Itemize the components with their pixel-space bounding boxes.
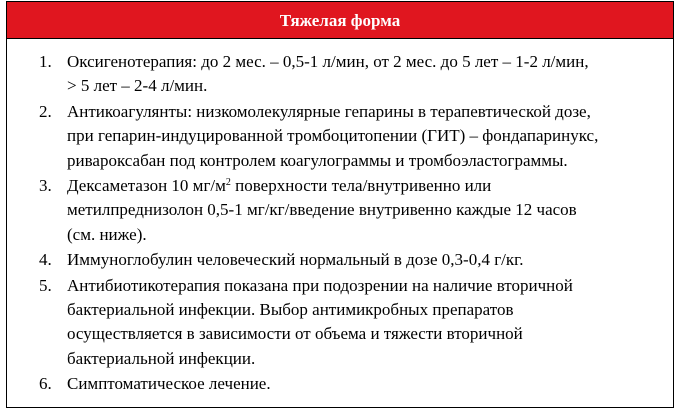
table-title: Тяжелая форма: [279, 10, 401, 30]
item-number: 4.: [39, 250, 52, 270]
item-text-line: бактериальной инфекции. Выбор антимикробных препаратов: [67, 300, 514, 320]
superscript-exponent: 2: [225, 177, 231, 189]
list-item: [7, 174, 673, 247]
item-text-line: при гепарин-индуцированной тромбоцитопении (ГИТ) – фондапаринукс,: [67, 126, 599, 146]
item-text-line: Антикоагулянты: низкомолекулярные гепарины в терапевтической дозе,: [67, 101, 591, 121]
item-text-line: ривароксабан под контролем коагулограммы и тромбоэластограммы.: [67, 150, 568, 170]
item-number: 6.: [39, 374, 52, 394]
item-text-line: Оксигенотерапия: до 2 мес. – 0,5-1 л/мин, от 2 мес. до 5 лет – 1-2 л/мин,: [67, 52, 589, 71]
item-text-line: (см. ниже).: [67, 224, 147, 244]
item-number: 5.: [39, 275, 52, 295]
item-text-line: Симптоматическое лечение.: [67, 374, 271, 394]
item-text-line: осуществляется в зависимости от объема и тяжести вторичной: [67, 324, 523, 344]
item-text-line: > 5 лет – 2-4 л/мин.: [67, 76, 208, 96]
list-item: [7, 248, 673, 272]
item-text-line: метилпреднизолон 0,5-1 мг/кг/введение внутривенно каждые 12 часов: [67, 200, 577, 220]
item-text-line: Иммуноглобулин человеческий нормальный в дозе 0,3-0,4 г/кг.: [67, 250, 524, 270]
item-text-line: бактериальной инфекции.: [67, 348, 256, 368]
table-header: [7, 2, 673, 39]
severe-form-table: [6, 1, 674, 408]
treatment-list: [7, 50, 673, 398]
list-item: [7, 100, 673, 173]
list-item: [7, 50, 673, 99]
list-item: [7, 274, 673, 372]
item-number: 1.: [39, 52, 52, 71]
item-number: 3.: [39, 176, 52, 196]
item-text-line: [67, 174, 661, 198]
item-text-line: Антибиотикотерапия показана при подозрении на наличие вторичной: [67, 275, 573, 295]
item-number: 2.: [39, 101, 52, 121]
list-item: [7, 372, 673, 396]
dosage-text: Дексаметазон 10 мг/м: [67, 176, 226, 196]
dosage-text-continued: поверхности тела/внутривенно или: [230, 176, 492, 196]
